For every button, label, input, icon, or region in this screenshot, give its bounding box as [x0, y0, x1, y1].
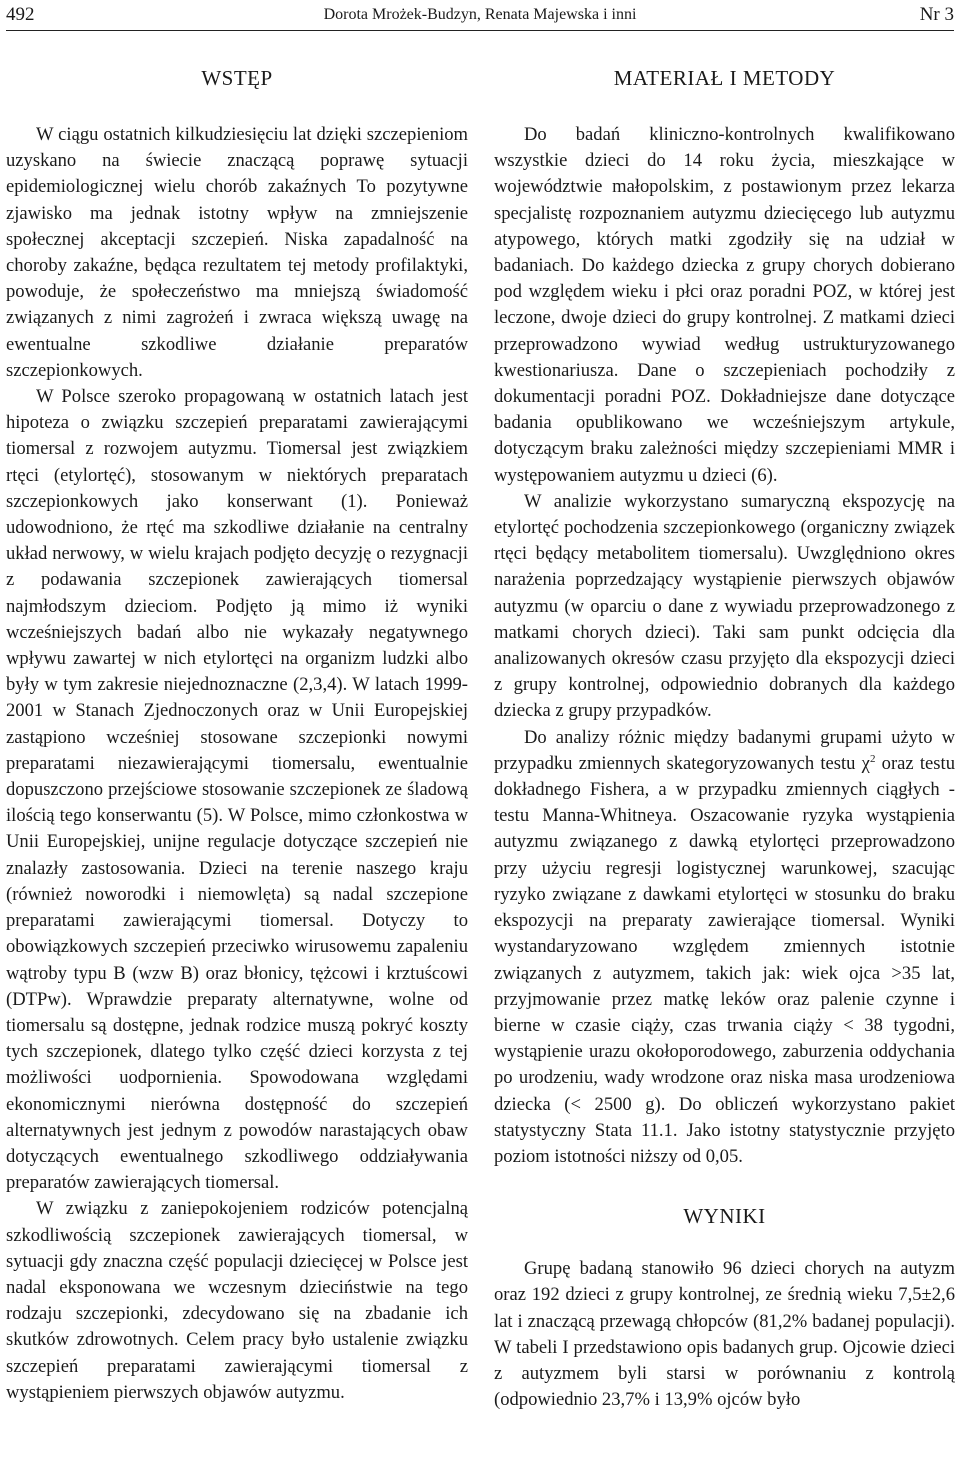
methods-p3-text-b: oraz testu dokładnego Fishera, a w przypadku zmiennych ciągłych - testu Manna-Whitneya. Oszacowanie ryzyka wystąpienia autyzmu związanego z dawką etylortęci przeprowadzono przy użyciu regresji logistycznej warunkowej, szacując ryzyko związane z dawkami etylortęci w stosunku do braku ekspozycji na preparaty zawierające tiomersal. Wyniki wystandaryzowano względem zmiennych istotnie związanych z autyzmem, takich jak: wiek ojca >35 lat, przyjmowanie przez matkę leków oraz palenie czynne i bierne w czasie ciąży, czas trwania ciąży < 38 tygodni, wystąpienie urazu okołoporodowego, zaburzenia oddychania po urodzeniu, wady wrodzone oraz niska masa urodzeniowa dziecka (< 2500 g). Do obliczeń wykorzystano pakiet statystyczny Stata 11.1. Jako istotny statystycznie przyjęto poziom istotności niższy od 0,05.: [494, 752, 955, 1167]
right-column: [494, 58, 955, 1463]
issue-number: Nr 3: [919, 4, 954, 25]
section-heading-results: WYNIKI: [683, 1204, 766, 1229]
chi-square-superscript: 2: [869, 752, 876, 765]
methods-paragraph-2: W analizie wykorzystano sumaryczną ekspozycję na etylortęć pochodzenia szczepionkowego (organiczny związek rtęci będący metabolitem tiomersalu). Uwzględniono okres narażenia poprzedzający wystąpienie pierwszych objawów autyzmu (w oparciu o dane z wywiadu przeprowadzonego z matkami chorych dzieci). Taki sam punkt odcięcia dla analizowanych okresów czasu przyjęto dla ekspozycji dzieci z grupy kontrolnej, odpowiednio dobranych dla każdego dziecka z grupy przypadków.: [494, 490, 955, 722]
running-header-authors: Dorota Mrożek-Budzyn, Renata Majewska i inni: [323, 6, 637, 23]
intro-paragraph-1: W ciągu ostatnich kilkudziesięciu lat dzięki szczepieniom uzyskano na świecie znaczącą poprawę sytuacji epidemiologicznej wielu chorób zakaźnych To pozytywne zjawisko ma jednak istotny wpływ na zmniejszenie społecznej akceptacji szczepień. Niska zapadalność na choroby zakaźne, będąca rezultatem tej metody profilaktyki, powoduje, że społeczeństwo ma mniejszą świadomość związanych z nimi zagrożeń i zwraca większą uwagę na ewentualne szkodliwe działanie preparatów szczepionkowych.: [6, 124, 468, 381]
running-header: [6, 0, 954, 31]
methods-p3-text-a: Do analizy różnic między badanymi grupami użyto w przypadku zmiennych skategoryzowanych testu χ: [494, 726, 955, 774]
section-heading-introduction: WSTĘP: [201, 66, 273, 90]
methods-paragraph-3: [494, 725, 955, 1170]
results-paragraph-1: Grupę badaną stanowiło 96 dzieci chorych na autyzm oraz 192 dzieci z grupy kontrolnej, ze średnią wieku 7,5±2,6 lat i znaczącą przewagą chłopców (81,2% badanej populacji). W tabeli I przedstawiono opis badanych grup. Ojcowie dzieci z autyzmem byli starsi w porównaniu z kontrolą (odpowiednio 23,7% i 13,9% ojców było: [494, 1258, 955, 1411]
intro-paragraph-2: W Polsce szeroko propagowaną w ostatnich latach jest hipoteza o związku szczepień preparatami zawierającymi tiomersal z rozwojem autyzmu. Tiomersal jest związkiem rtęci (etylortęć), stosowanym w niektórych preparatach szczepionkowych jako konserwant (1). Ponieważ udowodniono, że rtęć ma szkodliwe działanie na centralny układ nerwowy, w wielu krajach podjęto decyzję o rezygnacji z podawania szczepionek zawierających tiomersal najmłodszym dzieciom. Podjęto ją mimo iż wyniki wcześniejszych badań albo nie wykazały negatywnego wpływu zawartej w nich etylortęci na organizm ludzki albo były w tym zakresie niejednoznaczne (2,3,4). W latach 1999-2001 w Stanach Zjednoczonych oraz w Unii Europejskiej zastąpiono wcześniej stosowane szczepionki nowymi preparatami niezawierającymi tiomersalu, ewentualnie dopuszczono przejściowe stosowanie szczepionek ze śladową ilością tego konserwantu (5). W Polsce, mimo członkostwa w Unii Europejskiej, unijne regulacje dotyczące szczepień nie znalazły zastosowania. Dzieci na terenie naszego kraju (również noworodki i niemowlęta) są nadal szczepione preparatami zawierającymi tiomersal. Dotyczy to obowiązkowych szczepień przeciwko wirusowemu zapaleniu wątroby typu B (wzw B) oraz błonicy, tężcowi i krztuścowi (DTPw). Wprawdzie preparaty alternatywne, wolne od tiomersalu są dostępne, jednak rodzice muszą pokryć koszty tych szczepionek, dlatego tylko część dzieci korzysta z tej możliwości uodpornienia. Spowodowana względami ekonomicznymi nierówna dostępność do szczepień alternatywnych jest jednym z powodów narastających obaw dotyczących ewentualnego szkodliwego oddziaływania preparatów zawierających tiomersal.: [6, 386, 468, 1194]
page-number: 492: [6, 4, 35, 25]
intro-paragraph-3: W związku z zaniepokojeniem rodziców potencjalną szkodliwością szczepionek zawierających tiomersal, w sytuacji gdy znaczna część populacji dziecięcej w Polsce jest nadal eksponowana we wczesnym dzieciństwie na tego rodzaju szczepionki, zdecydowano się na zbadanie ich skutków zdrowotnych. Celem pracy było ustalenie związku szczepień preparatami zawierającymi tiomersal z wystąpieniem pierwszych objawów autyzmu.: [6, 1198, 468, 1403]
methods-paragraph-1: Do badań kliniczno-kontrolnych kwalifikowano wszystkie dzieci do 14 roku życia, mieszkające w województwie małopolskim, z postawionym przez lekarza specjalistę rozpoznaniem autyzmu dziecięcego lub autyzmu atypowego, których matki zgodziły się na udział w badaniach. Do każdego dziecka z grupy chorych dobierano pod względem wieku i płci oraz poradni POZ, w której jest leczone, dwoje dzieci do grupy kontrolnej. Z matkami dzieci przeprowadzono wywiad według ustrukturyzowanego kwestionariusza. Dane o szczepieniach pochodziły z dokumentacji poradni POZ. Dokładniejsze dane dotyczące badania opublikowano we wcześniejszym artykule, dotyczącym braku zależności między szczepieniami MMR i występowaniem autyzmu u dzieci (6).: [494, 124, 955, 486]
section-heading-methods: MATERIAŁ I METODY: [613, 66, 836, 90]
left-column: [6, 58, 468, 1463]
